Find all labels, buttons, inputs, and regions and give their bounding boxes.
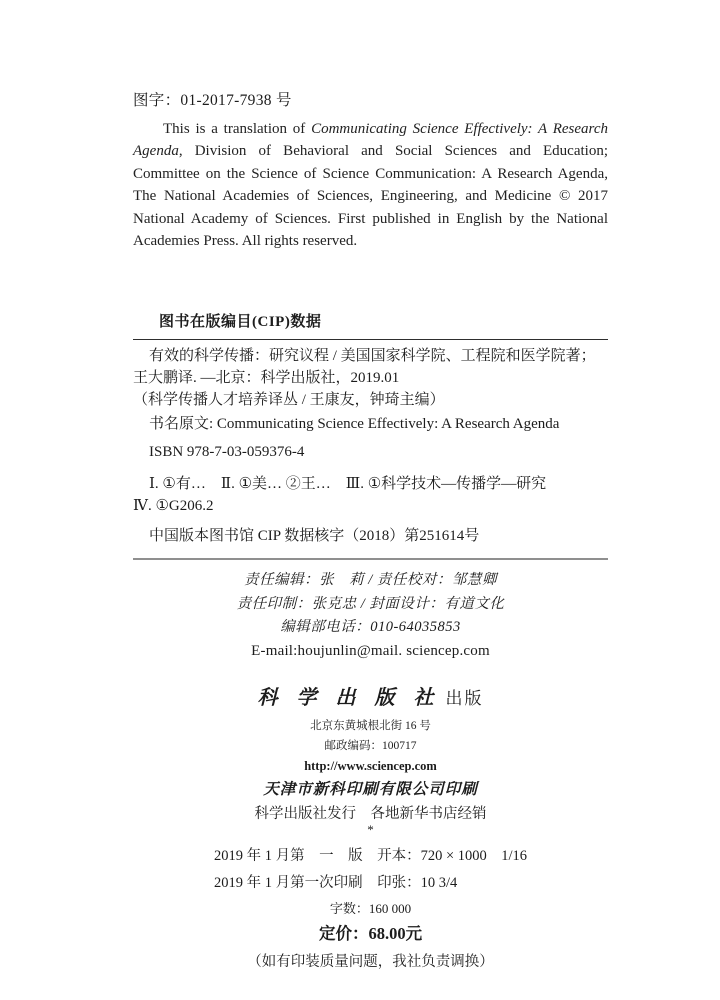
cip-original-title: 书名原文: Communicating Science Effectively: A Research Agenda [149, 416, 560, 433]
price: 定价：68.00元 [318, 924, 423, 944]
publisher-name: 科 学 出 版 社 [257, 687, 441, 710]
publisher-block [133, 685, 608, 972]
credit-email: E-mail:houjunlin@mail. sciencep.com [251, 642, 490, 659]
cip-isbn: ISBN 978-7-03-059376-4 [149, 444, 305, 461]
cip-series-line: （科学传播人才培养译丛 / 王康友，钟琦主编） [133, 392, 445, 409]
translation-notice-suffix: , Division of Behavioral and Social Sciences and Education; Committee on the Science of Science Communication: A Research Agenda, The National Academies of Sciences, Engineering, and Medicine © 2017 National Academy of Sciences. First published in English by the National Academies Press. All rights reserved. [133, 143, 608, 250]
credit-print-design: 责任印制：张克忠 / 封面设计：有道文化 [236, 595, 505, 612]
cip-body [133, 345, 608, 547]
publisher-address: 北京东黄城根北街 16 号 [310, 720, 431, 733]
credit-phone: 编辑部电话：010-64035853 [280, 619, 461, 636]
edition-line2: 2019 年 1 月第一次印刷 印张：10 3/4 [213, 875, 458, 892]
cip-header: 图书在版编目(CIP)数据 [159, 314, 322, 331]
quality-notice: （如有印装质量问题，我社负责调换） [247, 954, 494, 971]
asterisk-separator: * [367, 822, 374, 838]
publisher-name-suffix: 出版 [445, 689, 484, 709]
edition-block-wrapper [133, 836, 608, 897]
distribution-line: 科学出版社发行 各地新华书店经销 [254, 806, 487, 823]
word-count: 字数：160 000 [329, 901, 412, 917]
original-english-title: Communicating Science Effectively: A Research Agenda [133, 121, 608, 160]
cip-top-divider [133, 339, 608, 340]
cip-title-line2: 王大鹏译. —北京：科学出版社，2019.01 [133, 370, 400, 387]
cip-record-number: 中国版本图书馆 CIP 数据核字（2018）第251614号 [149, 528, 480, 545]
edition-block [214, 843, 527, 897]
publisher-name-line [133, 685, 608, 712]
registration-number: 图字：01-2017-7938 号 [133, 92, 292, 109]
edition-line1: 2019 年 1 月第 一 版 开本：720 × 1000 1/16 [213, 848, 528, 865]
translation-notice-prefix: This is a translation of [163, 121, 312, 137]
publisher-website: http://www.sciencep.com [304, 759, 437, 774]
translation-notice [133, 118, 608, 252]
credit-editors: 责任编辑：张 莉 / 责任校对：邹慧卿 [244, 572, 497, 589]
cip-title-line1: 有效的科学传播：研究议程 / 美国国家科学院、工程院和医学院著； [149, 348, 596, 365]
cip-classification-line2: Ⅳ. ①G206.2 [133, 498, 214, 515]
printer-name: 天津市新科印刷有限公司印刷 [263, 781, 478, 799]
credits-block [133, 569, 608, 663]
cip-classification-line1: Ⅰ. ①有… Ⅱ. ①美… ②王… Ⅲ. ①科学技术—传播学—研究 [149, 476, 547, 493]
cip-bottom-divider [133, 558, 608, 560]
publisher-postcode: 邮政编码：100717 [324, 740, 417, 753]
